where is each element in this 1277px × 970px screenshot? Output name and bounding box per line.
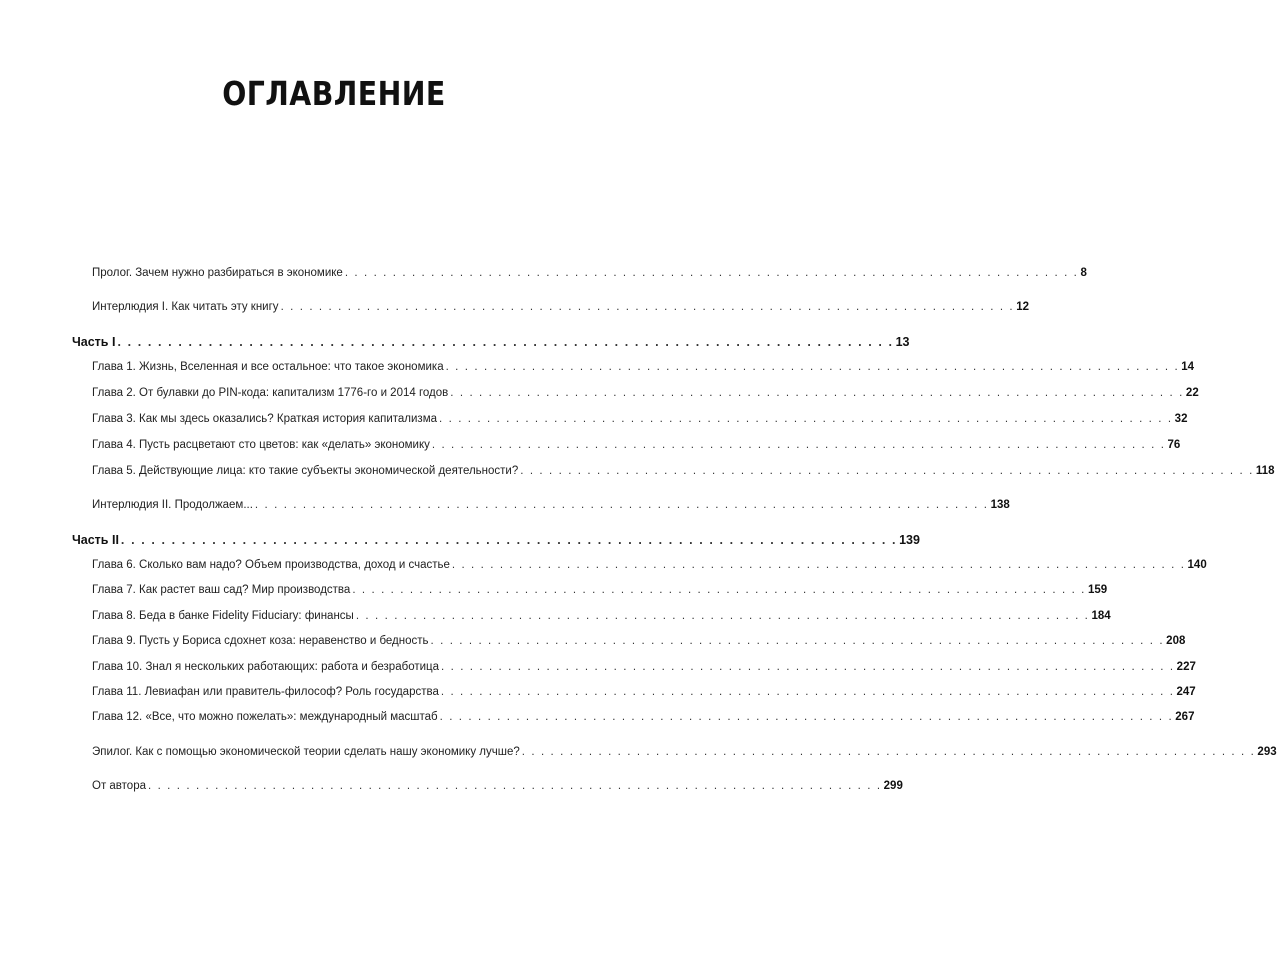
toc-entry-page: 247 — [1176, 686, 1196, 698]
toc-leader-dots: . . . . . . . . . . . . . . . . . . . . . . . . . . . . . . . . . . . . . . . . . . . . . . . . . . . . . . . . . . . . . . . . . . . . . . . . . . . . . — [280, 301, 1015, 313]
toc-leader-dots: . . . . . . . . . . . . . . . . . . . . . . . . . . . . . . . . . . . . . . . . . . . . . . . . . . . . . . . . . . . . . . . . . . . . . . . . . . . . . — [451, 559, 1186, 571]
toc-leader-dots: . . . . . . . . . . . . . . . . . . . . . . . . . . . . . . . . . . . . . . . . . . . . . . . . . . . . . . . . . . . . . . . . . . . . . . . . . . . . . — [148, 780, 882, 792]
toc-entry-page: 138 — [990, 499, 1010, 511]
toc-entry-part-2[interactable] — [72, 533, 920, 553]
toc-entry-page: 12 — [1016, 301, 1030, 313]
toc-leader-dots: . . . . . . . . . . . . . . . . . . . . . . . . . . . . . . . . . . . . . . . . . . . . . . . . . . . . . . . . . . . . . . . . . . . . . . . . . . . . . — [441, 661, 1175, 673]
toc-leader-dots: . . . . . . . . . . . . . . . . . . . . . . . . . . . . . . . . . . . . . . . . . . . . . . . . . . . . . . . . . . . . . . . . . . . . . . . . . . . . . — [520, 465, 1254, 477]
toc-entry-page: 227 — [1176, 661, 1196, 673]
toc-entry-page: 32 — [1174, 413, 1188, 425]
toc-entry-epilogue[interactable] — [92, 746, 1277, 766]
toc-entry-prologue[interactable] — [92, 267, 1087, 287]
toc-entry-chapter-8[interactable] — [92, 610, 1111, 630]
toc-entry-label: Глава 8. Беда в банке Fidelity Fiduciary: финансы — [92, 610, 354, 622]
toc-entry-chapter-9[interactable] — [92, 635, 1186, 655]
toc-leader-dots: . . . . . . . . . . . . . . . . . . . . . . . . . . . . . . . . . . . . . . . . . . . . . . . . . . . . . . . . . . . . . . . . . . . . . . . . . . . . . — [117, 335, 894, 349]
toc-entry-label: Глава 5. Действующие лица: кто такие субъекты экономической деятельности? — [92, 465, 519, 477]
toc-entry-label: Глава 4. Пусть расцветают сто цветов: как «делать» экономику — [92, 439, 430, 451]
page-title: ОГЛАВЛЕНИЕ — [222, 74, 446, 113]
toc-entry-page: 184 — [1091, 610, 1111, 622]
toc-entry-label: Глава 3. Как мы здесь оказались? Краткая история капитализма — [92, 413, 438, 425]
toc-leader-dots: . . . . . . . . . . . . . . . . . . . . . . . . . . . . . . . . . . . . . . . . . . . . . . . . . . . . . . . . . . . . . . . . . . . . . . . . . . . . . — [439, 711, 1174, 723]
toc-leader-dots: . . . . . . . . . . . . . . . . . . . . . . . . . . . . . . . . . . . . . . . . . . . . . . . . . . . . . . . . . . . . . . . . . . . . . . . . . . . . . — [254, 499, 989, 511]
toc-entry-label: Эпилог. Как с помощью экономической теории сделать нашу экономику лучше? — [92, 746, 520, 758]
toc-entry-label: Глава 9. Пусть у Бориса сдохнет коза: неравенство и бедность — [92, 635, 429, 647]
toc-entry-chapter-10[interactable] — [92, 661, 1196, 681]
toc-entry-page: 293 — [1257, 746, 1277, 758]
toc-entry-page: 13 — [895, 335, 910, 349]
toc-entry-page: 76 — [1167, 439, 1181, 451]
toc-entry-label: Интерлюдия II. Продолжаем... — [92, 499, 253, 511]
toc-leader-dots: . . . . . . . . . . . . . . . . . . . . . . . . . . . . . . . . . . . . . . . . . . . . . . . . . . . . . . . . . . . . . . . . . . . . . . . . . . . . . — [352, 584, 1086, 596]
toc-entry-page: 208 — [1166, 635, 1186, 647]
toc-entry-label: От автора — [92, 780, 146, 792]
toc-entry-label: Глава 1. Жизнь, Вселенная и все остальное: что такое экономика — [92, 361, 444, 373]
toc-leader-dots: . . . . . . . . . . . . . . . . . . . . . . . . . . . . . . . . . . . . . . . . . . . . . . . . . . . . . . . . . . . . . . . . . . . . . . . . . . . . . — [439, 413, 1173, 425]
toc-leader-dots: . . . . . . . . . . . . . . . . . . . . . . . . . . . . . . . . . . . . . . . . . . . . . . . . . . . . . . . . . . . . . . . . . . . . . . . . . . . . . — [430, 635, 1165, 647]
toc-leader-dots: . . . . . . . . . . . . . . . . . . . . . . . . . . . . . . . . . . . . . . . . . . . . . . . . . . . . . . . . . . . . . . . . . . . . . . . . . . . . . — [521, 746, 1256, 758]
toc-entry-chapter-5[interactable] — [92, 465, 1275, 485]
toc-entry-page: 8 — [1080, 267, 1087, 279]
toc-entry-label: Глава 12. «Все, что можно пожелать»: международный масштаб — [92, 711, 438, 723]
toc-entry-page: 140 — [1187, 559, 1207, 571]
toc-entry-label: Пролог. Зачем нужно разбираться в экономике — [92, 267, 343, 279]
toc-entry-interlude-2[interactable] — [92, 499, 1010, 519]
toc-entry-chapter-1[interactable] — [92, 361, 1195, 381]
toc-entry-part-1[interactable] — [72, 335, 910, 355]
toc-entry-from-author[interactable] — [92, 780, 903, 800]
toc-entry-page: 267 — [1175, 711, 1195, 723]
toc-entry-label: Часть II — [72, 533, 119, 547]
toc-entry-label: Глава 11. Левиафан или правитель-философ? Роль государства — [92, 686, 439, 698]
toc-leader-dots: . . . . . . . . . . . . . . . . . . . . . . . . . . . . . . . . . . . . . . . . . . . . . . . . . . . . . . . . . . . . . . . . . . . . . . . . . . . . . — [120, 533, 898, 547]
toc-entry-label: Глава 10. Знал я нескольких работающих: работа и безработица — [92, 661, 440, 673]
toc-entry-page: 22 — [1185, 387, 1199, 399]
toc-entry-label: Часть I — [72, 335, 116, 349]
toc-entry-label: Глава 7. Как растет ваш сад? Мир производства — [92, 584, 351, 596]
toc-leader-dots: . . . . . . . . . . . . . . . . . . . . . . . . . . . . . . . . . . . . . . . . . . . . . . . . . . . . . . . . . . . . . . . . . . . . . . . . . . . . . — [445, 361, 1180, 373]
toc-entry-chapter-12[interactable] — [92, 711, 1195, 731]
toc-entry-chapter-2[interactable] — [92, 387, 1199, 407]
toc-entry-page: 299 — [883, 780, 903, 792]
toc-entry-chapter-6[interactable] — [92, 559, 1207, 579]
toc-leader-dots: . . . . . . . . . . . . . . . . . . . . . . . . . . . . . . . . . . . . . . . . . . . . . . . . . . . . . . . . . . . . . . . . . . . . . . . . . . . . . — [344, 267, 1079, 279]
toc-entry-page: 139 — [899, 533, 920, 547]
toc-entry-chapter-11[interactable] — [92, 686, 1196, 706]
toc-entry-chapter-7[interactable] — [92, 584, 1108, 604]
toc-entry-chapter-3[interactable] — [92, 413, 1188, 433]
toc-leader-dots: . . . . . . . . . . . . . . . . . . . . . . . . . . . . . . . . . . . . . . . . . . . . . . . . . . . . . . . . . . . . . . . . . . . . . . . . . . . . . — [440, 686, 1175, 698]
toc-entry-page: 14 — [1181, 361, 1195, 373]
toc-entry-label: Глава 6. Сколько вам надо? Объем производства, доход и счастье — [92, 559, 450, 571]
toc-entry-chapter-4[interactable] — [92, 439, 1181, 459]
toc-entry-label: Интерлюдия I. Как читать эту книгу — [92, 301, 279, 313]
toc-leader-dots: . . . . . . . . . . . . . . . . . . . . . . . . . . . . . . . . . . . . . . . . . . . . . . . . . . . . . . . . . . . . . . . . . . . . . . . . . . . . . — [450, 387, 1184, 399]
toc-entry-page: 118 — [1255, 465, 1275, 477]
toc-leader-dots: . . . . . . . . . . . . . . . . . . . . . . . . . . . . . . . . . . . . . . . . . . . . . . . . . . . . . . . . . . . . . . . . . . . . . . . . . . . . . — [431, 439, 1166, 451]
toc-entry-page: 159 — [1087, 584, 1108, 596]
toc-entry-label: Глава 2. От булавки до PIN-кода: капитализм 1776-го и 2014 годов — [92, 387, 449, 399]
toc-leader-dots: . . . . . . . . . . . . . . . . . . . . . . . . . . . . . . . . . . . . . . . . . . . . . . . . . . . . . . . . . . . . . . . . . . . . . . . . . . . . . — [355, 610, 1090, 622]
toc-entry-interlude-1[interactable] — [92, 301, 1030, 321]
